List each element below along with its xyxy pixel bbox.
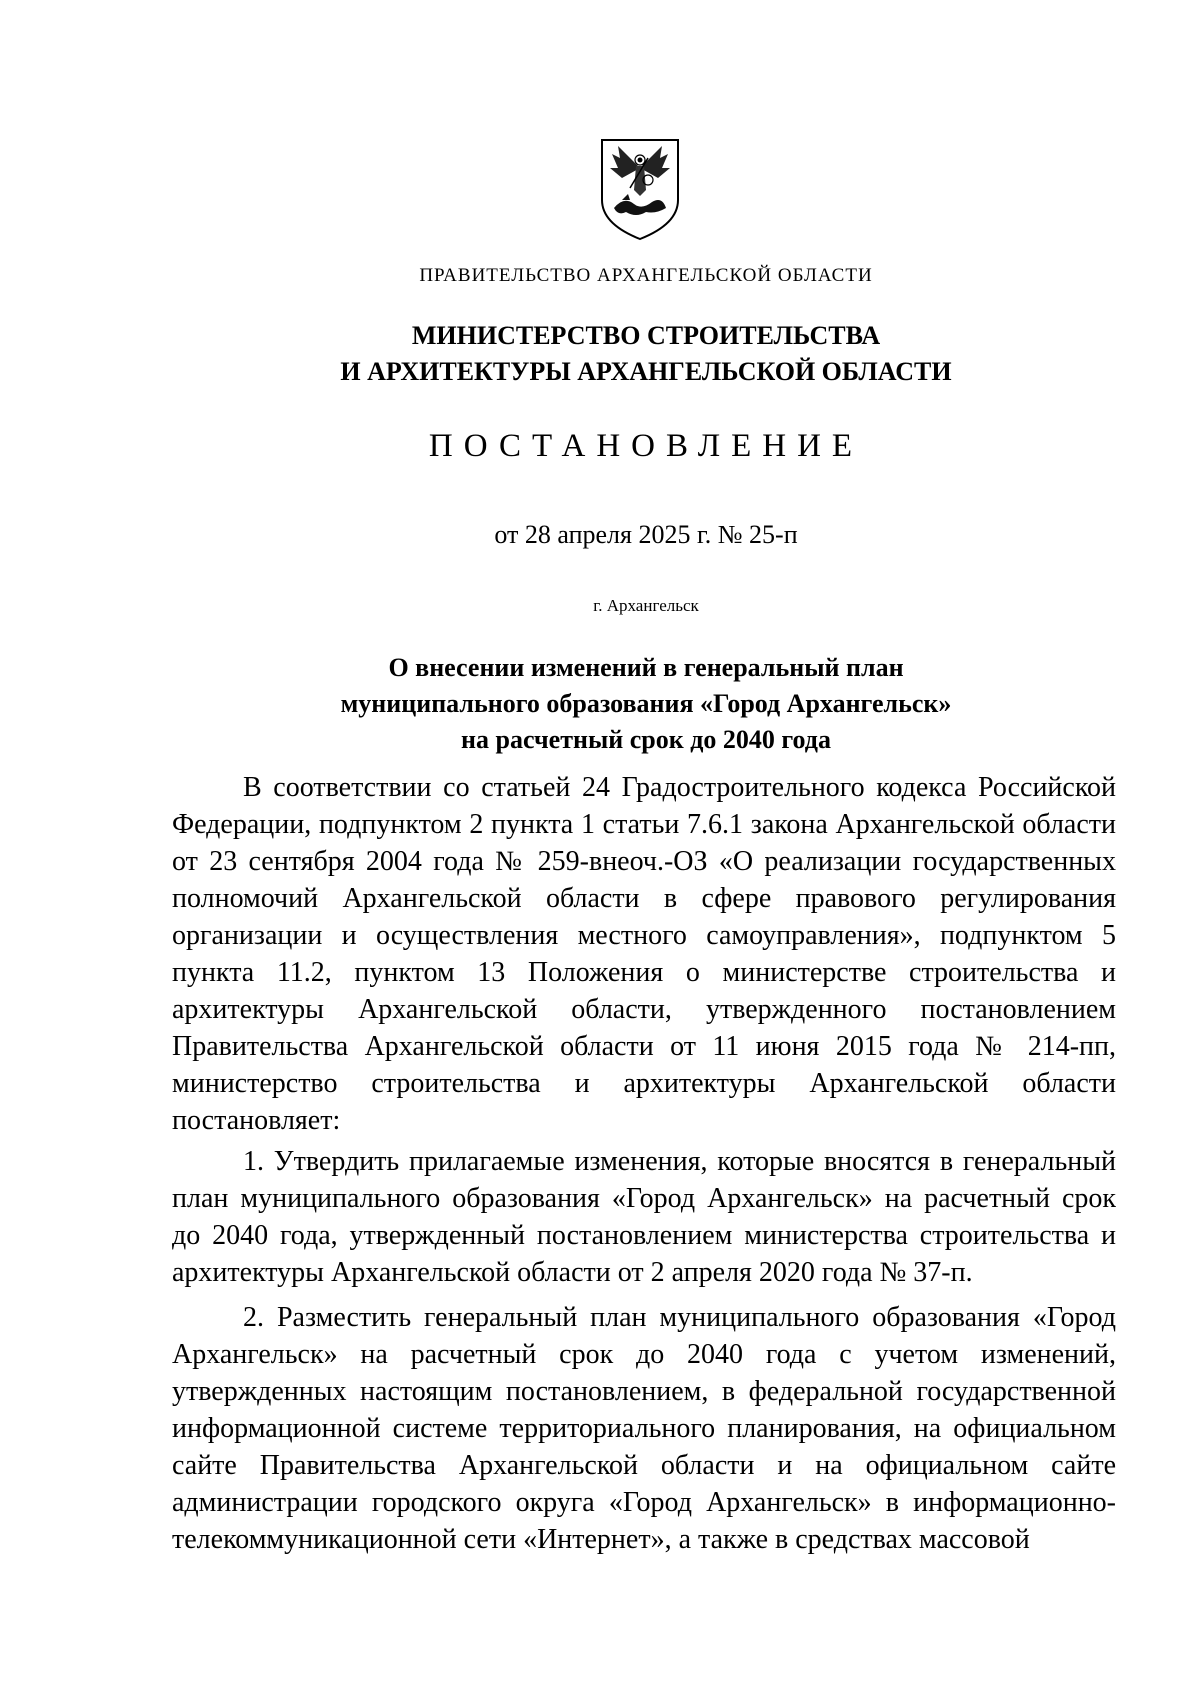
- coat-of-arms-emblem-icon: [600, 138, 680, 242]
- subject-line-2: муниципального образования «Город Архангельск»: [340, 689, 952, 718]
- preamble-paragraph: В соответствии со статьей 24 Градостроительного кодекса Российской Федерации, подпунктом 2 пункта 1 статьи 7.6.1 закона Архангельской области от 23 сентября 2004 года № 259-внеоч.-ОЗ «О реализации государственных полномочий Архангельской области в сфере правового регулирования организации и осуществления местного самоуправления», подпунктом 5 пункта 11.2, пунктом 13 Положения о министерстве строительства и архитектуры Архангельской области, утвержденного постановлением Правительства Архангельской области от 11 июня 2015 года № 214-пп, министерство строительства и архитектуры Архангельской области постановляет:: [172, 772, 1116, 1136]
- city-name: г. Архангельск: [593, 596, 699, 615]
- date-and-number: от 28 апреля 2025 г. № 25-п: [494, 520, 798, 549]
- ministry-line-2: И АРХИТЕКТУРЫ АРХАНГЕЛЬСКОЙ ОБЛАСТИ: [340, 357, 952, 386]
- ministry-line-1: МИНИСТЕРСТВО СТРОИТЕЛЬСТВА: [411, 321, 881, 350]
- item-2-paragraph: 2. Разместить генеральный план муниципального образования «Город Архангельск» на расчетный срок до 2040 года с учетом изменений, утвержденных настоящим постановлением, в федеральной государственной информационной системе территориального планирования, на официальном сайте Правительства Архангельской области и на официальном сайте администрации городского округа «Город Архангельск» в информационно-телекоммуникационной сети «Интернет», а также в средствах массовой: [172, 1302, 1116, 1555]
- document-subject: [0, 650, 1200, 758]
- ministry-title: [0, 318, 1200, 390]
- item-1-paragraph: 1. Утвердить прилагаемые изменения, которые вносятся в генеральный план муниципального образования «Город Архангельск» на расчетный срок до 2040 года, утвержденный постановлением министерства строительства и архитектуры Архангельской области от 2 апреля 2020 года № 37-п.: [172, 1146, 1116, 1288]
- government-title: ПРАВИТЕЛЬСТВО АРХАНГЕЛЬСКОЙ ОБЛАСТИ: [419, 265, 873, 286]
- subject-line-3: на расчетный срок до 2040 года: [461, 725, 831, 754]
- document-body: [172, 769, 1116, 1562]
- subject-line-1: О внесении изменений в генеральный план: [388, 653, 904, 682]
- document-type: ПОСТАНОВЛЕНИЕ: [428, 428, 864, 464]
